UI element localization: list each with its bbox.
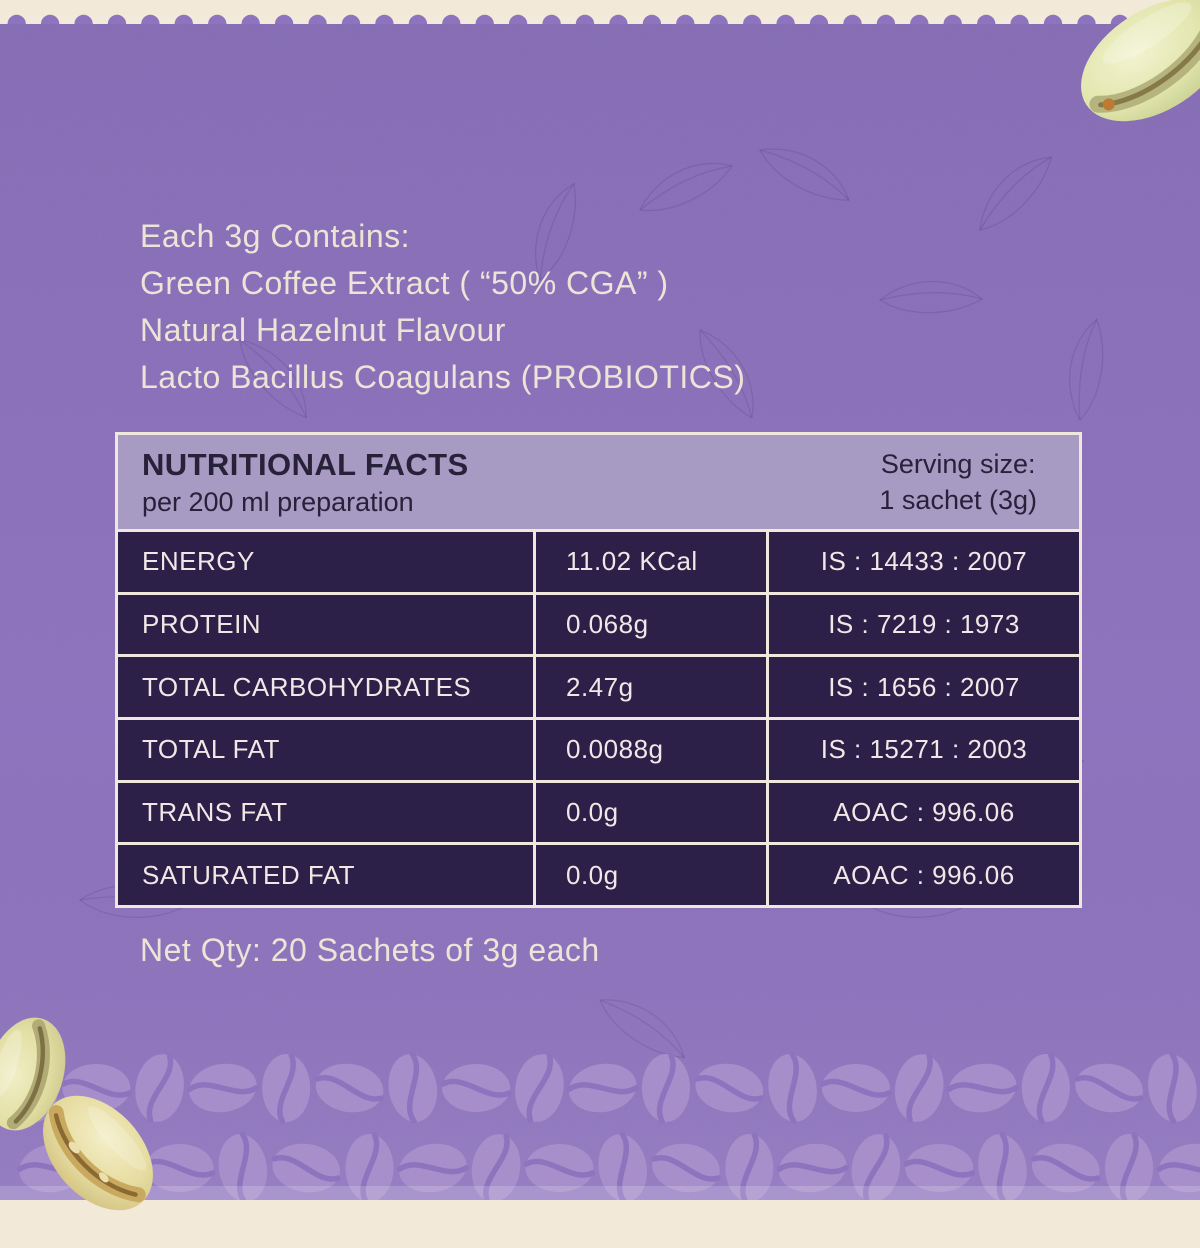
nutrition-table-header: [118, 435, 1079, 529]
nutrient-amount: 0.0g: [536, 845, 766, 905]
net-quantity-text: Net Qty: 20 Sachets of 3g each: [140, 932, 600, 968]
nutrient-amount: 2.47g: [536, 657, 766, 717]
nutrient-name: PROTEIN: [118, 595, 533, 655]
ingredient-line: Natural Hazelnut Flavour: [140, 312, 506, 348]
nutrient-amount: 11.02 KCal: [536, 532, 766, 592]
test-method: AOAC : 996.06: [769, 845, 1079, 905]
green-coffee-bean-photo-top-right: [1030, 0, 1200, 165]
ingredients-heading: Each 3g Contains:: [140, 218, 410, 254]
test-method: AOAC : 996.06: [769, 783, 1079, 843]
serving-size-block: [879, 446, 1037, 518]
nutrient-name: ENERGY: [118, 532, 533, 592]
nutrient-amount: 0.0088g: [536, 720, 766, 780]
test-method: IS : 7219 : 1973: [769, 595, 1079, 655]
table-subtitle: per 200 ml preparation: [142, 486, 414, 517]
nutrient-name: TRANS FAT: [118, 783, 533, 843]
nutrient-name: TOTAL FAT: [118, 720, 533, 780]
test-method: IS : 15271 : 2003: [769, 720, 1079, 780]
table-title: NUTRITIONAL FACTS: [142, 446, 469, 482]
nutrient-name: SATURATED FAT: [118, 845, 533, 905]
test-method: IS : 14433 : 2007: [769, 532, 1079, 592]
ingredients-list: [140, 213, 745, 401]
test-method: IS : 1656 : 2007: [769, 657, 1079, 717]
nutrient-amount: 0.0g: [536, 783, 766, 843]
nutrient-amount: 0.068g: [536, 595, 766, 655]
nutrition-table: [115, 432, 1082, 908]
ingredient-line: Green Coffee Extract ( “50% CGA” ): [140, 265, 669, 301]
serving-size-value: 1 sachet (3g): [879, 485, 1037, 515]
serving-size-label: Serving size:: [880, 449, 1036, 479]
table-title-block: [142, 447, 469, 518]
nutrient-name: TOTAL CARBOHYDRATES: [118, 657, 533, 717]
ingredient-line: Lacto Bacillus Coagulans (PROBIOTICS): [140, 359, 746, 395]
green-coffee-bean-photo-bottom-left-large: [8, 1068, 198, 1248]
